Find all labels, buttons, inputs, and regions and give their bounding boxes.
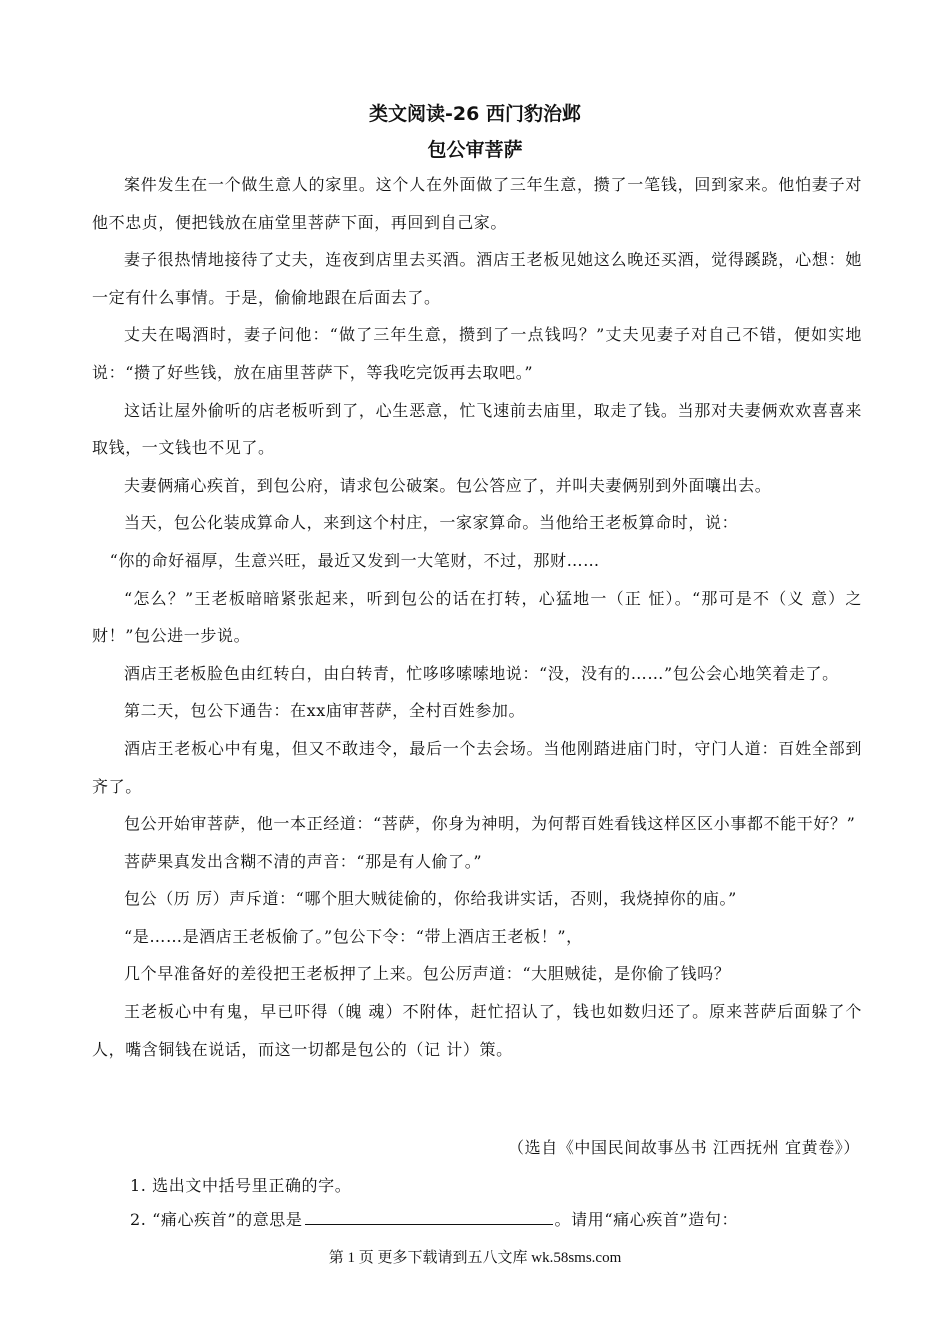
paragraph: 酒店王老板心中有鬼，但又不敢违令，最后一个去会场。当他刚踏进庙门时，守门人道：百姓全部到齐了。 xyxy=(92,738,862,796)
paragraph: “你的命好福厚，生意兴旺，最近又发到一大笔财，不过，那财…… xyxy=(109,550,600,570)
paragraph: 第二天，包公下通告：在xx庙审菩萨，全村百姓参加。 xyxy=(124,701,526,721)
paragraph: 包公开始审菩萨，他一本正经道：“菩萨，你身为神明，为何帮百姓看钱这样区区小事都不能干好？” xyxy=(124,814,856,834)
question-2-prompt: 2. “痛心疾首”的意思是 xyxy=(130,1210,303,1229)
answer-blank[interactable] xyxy=(305,1208,553,1225)
question-2-instruction: 。请用“痛心疾首”造句： xyxy=(554,1210,739,1229)
story-title: 包公审菩萨 xyxy=(427,139,523,161)
question-1: 1. 选出文中括号里正确的字。 xyxy=(130,1176,352,1195)
paragraph: 夫妻俩痛心疾首，到包公府，请求包公破案。包公答应了，并叫夫妻俩别到外面嚷出去。 xyxy=(124,475,772,495)
paragraph: 王老板心中有鬼，早已吓得（魄 魂）不附体，赶忙招认了，钱也如数归还了。原来菩萨后面躲了个人，嘴含铜钱在说话，而这一切都是包公的（记 计）策。 xyxy=(92,1002,862,1059)
paragraph: 当天，包公化装成算命人，来到这个村庄，一家家算命。当他给王老板算命时，说： xyxy=(124,513,739,533)
question-2 xyxy=(130,1207,738,1230)
source-citation: （选自《中国民间故事丛书 江西抚州 宜黄卷》） xyxy=(508,1138,860,1157)
paragraph: “怎么？”王老板暗暗紧张起来，听到包公的话在打转，心猛地一（正 怔）。“那可是不（义 意）之财！”包公进一步说。 xyxy=(92,588,862,646)
paragraph: “是……是酒店王老板偷了。”包公下令：“带上酒店王老板！”， xyxy=(124,926,583,946)
paragraph: 菩萨果真发出含糊不清的声音：“那是有人偷了。” xyxy=(124,851,483,871)
paragraph: 丈夫在喝酒时，妻子问他：“做了三年生意，攒到了一点钱吗？”丈夫见妻子对自己不错，便如实地说：“攒了好些钱，放在庙里菩萨下，等我吃完饭再去取吧。” xyxy=(92,325,862,382)
paragraph: 案件发生在一个做生意人的家里。这个人在外面做了三年生意，攒了一笔钱，回到家来。他怕妻子对他不忠贞，便把钱放在庙堂里菩萨下面，再回到自己家。 xyxy=(92,175,862,232)
paragraph: 几个早准备好的差役把王老板押了上来。包公厉声道：“大胆贼徒，是你偷了钱吗？ xyxy=(124,964,731,984)
story-body xyxy=(92,166,862,1068)
paragraph: 这话让屋外偷听的店老板听到了，心生恶意，忙飞速前去庙里，取走了钱。当那对夫妻俩欢欢喜喜来取钱，一文钱也不见了。 xyxy=(92,400,862,458)
document-title: 类文阅读-26 西门豹治邺 xyxy=(369,103,581,125)
paragraph: 包公（历 厉）声斥道：“哪个胆大贼徒偷的，你给我讲实话，否则，我烧掉你的庙。” xyxy=(124,889,737,909)
page-footer: 第 1 页 更多下载请到五八文库 wk.58sms.com xyxy=(328,1250,622,1266)
paragraph: 酒店王老板脸色由红转白，由白转青，忙哆哆嗦嗦地说：“没，没有的……”包公会心地笑着走了。 xyxy=(124,663,839,683)
paragraph: 妻子很热情地接待了丈夫，连夜到店里去买酒。酒店王老板见她这么晚还买酒，觉得蹊跷，心想：她一定有什么事情。于是，偷偷地跟在后面去了。 xyxy=(92,250,862,307)
